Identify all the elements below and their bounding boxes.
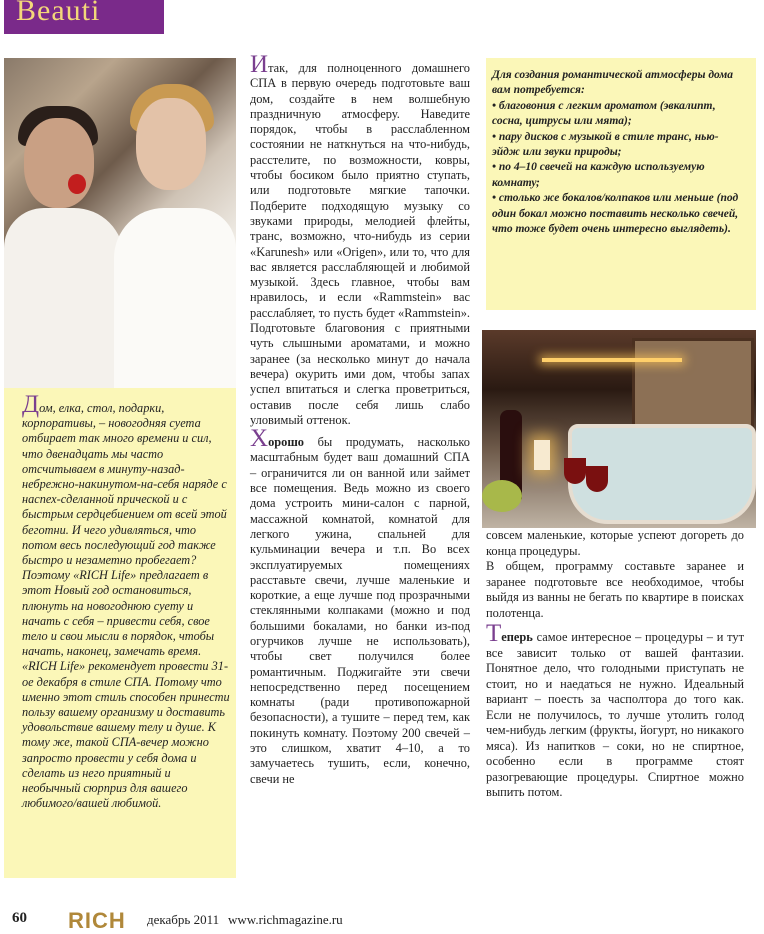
couple-photo (4, 58, 236, 388)
paragraph-1-text: так, для полноценного домашнего СПА в первую очередь подготовьте ваш дом, создайте в нем волшебную праздничную атмосферу. Наведите порядок, чтобы в расслабленном состоянии не наткнуться на что-нибудь, расстелите, по возможности, ковры, чтобы босиком было приятно ступать, или подготовьте мягкие тапочки. Подберите подходящую музыку со звуками природы, мелодией флейты, транс, возможно, что-нибудь из серии «Karunesh» или «Origen», или то, что для вас является расслабляющей и любимой музыкой. Здесь главное, чтобы вам нравилось, и если «Rammstein» вас расслабляет, то пусть будет «Rammstein». Подготовьте благовония с приятными чуть слышными ароматами, и можно заранее (за несколько минут до начала вечера) окурить ими дом, чтобы запах успел впитаться и слегка проветриться, оставив после себя лишь слабо уловимый оттенок. (250, 61, 470, 427)
paragraph-3-bold: еперь (501, 630, 533, 644)
photo-bathrobe-woman (114, 208, 236, 388)
bath-candles-photo (482, 330, 756, 528)
right-paragraph-2: В общем, программу составьте заранее и заранее подготовьте все необходимое, чтобы выйдя из ванны не бегать по квартире в поисках полотенца. (486, 559, 744, 620)
checklist-item: • пару дисков с музыкой в стиле транс, нью-эйдж или звуки природы; (492, 130, 719, 159)
checklist-item: • столько же бокалов/колпаков или меньше (под один бокал можно поставить несколько свечей, что тоже будет очень интересно выглядеть). (492, 192, 739, 236)
paragraph-2-bold: орошо (268, 435, 305, 450)
article-right-column (486, 528, 756, 878)
paragraph-2-text: бы продумать, насколько масштабным будет ваш домашний СПА – ограничится ли он ванной или займет все помещения. Ведь можно из своего дома устроить мини-салон с парной, массажной комнатой, комнатой для легкого ужина, спальней для кульминации вечера и т.п. Во всех эксплуатируемых помещениях расставьте свечи, лучше маленькие и короткие, а еще лучше под прозрачными стеклянными колпаками (можно и под большими бокалами, но банки из-под огурчиков лучше не использовать), чтобы свет получился более романтичным. Поджигайте эти свечи непосредственно перед посещением комнаты (ради противопожарной безопасности), а тушите – перед тем, как покинуть комнату. Поэтому 200 свечей – это слишком, хватит 4–10, а то замучаетесь тушить, если, конечно, свечи не (250, 435, 470, 786)
photo-wine-glass (586, 466, 608, 492)
photo-bathrobe-man (4, 208, 124, 388)
intro-text (22, 391, 230, 811)
paragraph-3-text: самое интересное – процедуры – и тут все зависит только от вашей фантазии. Понятное дело, что голодными приступать не стоит, но и наедаться не нужно. Идеальный вариант – поесть за часполтора до того как. Если не получилось, то лучше утолить голод чем-нибудь легким (фрукты, йогурт, но никакого мяса). Из напитков – соки, но не спиртное, особенно если в программе стоят разогревающие процедуры. Спиртное можно выпить потом. (486, 630, 744, 799)
photo-grapes (482, 480, 522, 512)
intro-dropcap: Д (22, 391, 40, 418)
page-number: 60 (12, 910, 27, 926)
magazine-logo: RICH (68, 908, 126, 933)
article-paragraph-1 (250, 51, 470, 428)
section-label: Beauti (16, 0, 101, 22)
checklist-intro: Для создания романтической атмосферы дома вам потребуется: (492, 69, 733, 97)
paragraph-1-dropcap: И (250, 51, 269, 78)
article-paragraph-2 (250, 425, 470, 787)
right-column-text (486, 528, 756, 801)
page-footer (0, 902, 764, 934)
paragraph-3-dropcap: Т (486, 620, 502, 647)
photo-strawberry (68, 174, 86, 194)
issue-date: декабрь 2011 (147, 912, 220, 927)
photo-wine-glass (564, 458, 586, 484)
photo-candle (534, 440, 550, 470)
photo-face-man (24, 118, 94, 208)
magazine-url[interactable]: www.richmagazine.ru (228, 912, 343, 927)
paragraph-2-dropcap: Х (250, 425, 269, 453)
photo-face-woman (136, 98, 206, 190)
checklist-item: • по 4–10 свечей на каждую используемую комнату; (492, 161, 705, 189)
intro-sidebar (4, 388, 236, 878)
right-paragraph-3 (486, 620, 744, 801)
photo-window (632, 338, 754, 430)
checklist-box (486, 58, 756, 310)
photo-candle-row (542, 358, 682, 362)
checklist-text (486, 58, 756, 237)
checklist-item: • благовония с легким ароматом (эвкалипт, сосна, цитрусы или мята); (492, 99, 716, 128)
right-paragraph-1: совсем маленькие, которые успеют догореть до конца процедуры. (486, 528, 744, 558)
intro-body: ом, елка, стол, подарки, корпоративы, – новогодняя суета отбирает так много времени и сил, что двенадцать мы часто отсчитываем в минуту-назад-небрежно-накинутом-на-себя наряде с наспех-сделанной прической и с быстрым сердцебиением от всей этой беготни. И чего удивляться, что потом весь последующий год также быстро и незаметно пробегает? Поэтому «RICH Life» предлагает в этот Новый год остановиться, плюнуть на новогоднюю суету и начать с себя – привести себя, свое тело и свои мысли в порядок, чтобы начать, наконец, замечать время. «RICH Life» рекомендует провести 31-ое декабря в стиле СПА. Потому что именно этот стиль способен принести пользу вашему организму и доставить удовольствие вашему телу и душе. К тому же, такой СПА-вечер можно запросто провести у себя дома и сделать из него приятный и необычный сюрприз для вашего любимого/вашей любимой. (22, 401, 230, 811)
article-middle-column (250, 51, 470, 878)
section-tab (4, 0, 164, 34)
